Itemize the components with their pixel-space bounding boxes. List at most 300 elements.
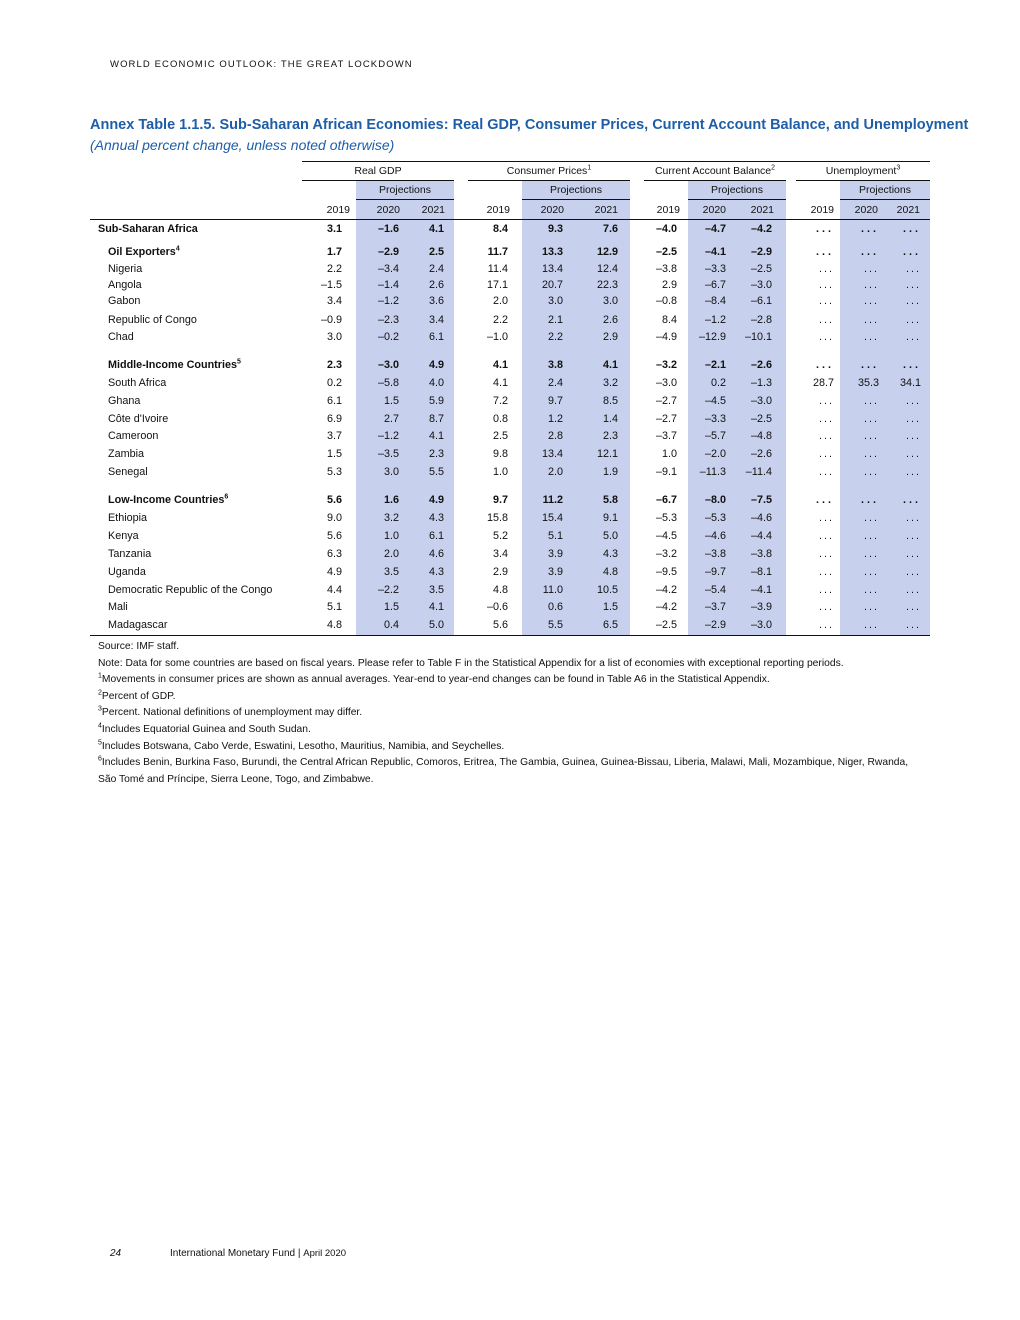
table-cell: ... xyxy=(903,494,921,506)
table-cell: 2.0 xyxy=(492,295,508,307)
table-cell: 2.2 xyxy=(547,331,563,343)
table-cell: 5.6 xyxy=(326,494,342,506)
note-source: Source: IMF staff. xyxy=(98,641,180,652)
table-cell: 4.9 xyxy=(428,494,444,506)
table-cell: ... xyxy=(819,601,834,613)
year-header: 2020 xyxy=(854,204,878,216)
table-cell: ... xyxy=(906,548,921,560)
row-label: Uganda xyxy=(108,566,146,578)
table-cell: ... xyxy=(819,263,834,275)
table-cell: –1.3 xyxy=(750,377,772,389)
table-cell: 1.7 xyxy=(326,246,342,258)
table-cell: 0.6 xyxy=(547,601,563,613)
row-label: Zambia xyxy=(108,448,145,460)
table-cell: ... xyxy=(819,413,834,425)
table-cell: ... xyxy=(906,279,921,291)
table-cell: 1.5 xyxy=(383,395,399,407)
row-label: Low-Income Countries$^6$ xyxy=(108,493,229,506)
table-row xyxy=(0,466,1020,482)
table-cell: 3.9 xyxy=(547,566,563,578)
table-cell: 13.4 xyxy=(541,263,563,275)
table-cell: 13.3 xyxy=(541,246,563,258)
table-cell: 2.3 xyxy=(428,448,444,460)
row-label: Senegal xyxy=(108,466,148,478)
table-cell: 3.5 xyxy=(383,566,399,578)
table-cell: ... xyxy=(819,395,834,407)
table-cell: –4.2 xyxy=(655,601,677,613)
table-cell: ... xyxy=(819,430,834,442)
table-cell: ... xyxy=(864,314,879,326)
table-cell: 34.1 xyxy=(899,377,921,389)
year-header: 2019 xyxy=(486,204,510,216)
table-cell: ... xyxy=(819,279,834,291)
table-cell: 2.6 xyxy=(428,279,444,291)
year-header: 2021 xyxy=(421,204,445,216)
table-cell: –10.1 xyxy=(744,331,772,343)
table-cell: 0.4 xyxy=(383,619,399,631)
table-cell: –4.5 xyxy=(704,395,726,407)
table-cell: 4.3 xyxy=(428,512,444,524)
table-cell: 3.0 xyxy=(383,466,399,478)
table-cell: –2.2 xyxy=(377,584,399,596)
table-row xyxy=(0,619,1020,635)
table-cell: ... xyxy=(819,314,834,326)
table-cell: ... xyxy=(906,263,921,275)
table-cell: 2.2 xyxy=(492,314,508,326)
table-cell: 35.3 xyxy=(857,377,879,389)
table-cell: –1.0 xyxy=(486,331,508,343)
table-cell: –2.5 xyxy=(750,413,772,425)
bottom-rule xyxy=(90,635,930,636)
table-cell: –4.9 xyxy=(655,331,677,343)
table-cell: ... xyxy=(864,263,879,275)
table-cell: 2.9 xyxy=(492,566,508,578)
table-cell: –2.9 xyxy=(704,619,726,631)
table-cell: 1.0 xyxy=(661,448,677,460)
table-cell: 10.5 xyxy=(596,584,618,596)
table-cell: ... xyxy=(816,494,834,506)
table-cell: –2.6 xyxy=(750,359,772,371)
table-cell: 3.6 xyxy=(428,295,444,307)
table-cell: 6.1 xyxy=(326,395,342,407)
table-cell: –0.2 xyxy=(377,331,399,343)
table-cell: –0.9 xyxy=(320,314,342,326)
table-cell: ... xyxy=(906,601,921,613)
year-header: 2020 xyxy=(376,204,400,216)
table-cell: 5.8 xyxy=(602,494,618,506)
table-cell: –0.8 xyxy=(655,295,677,307)
table-cell: –4.1 xyxy=(704,246,726,258)
table-row xyxy=(0,331,1020,347)
table-cell: ... xyxy=(903,246,921,258)
table-cell: 4.9 xyxy=(428,359,444,371)
table-row xyxy=(0,377,1020,393)
table-cell: –2.0 xyxy=(704,448,726,460)
table-cell: ... xyxy=(903,359,921,371)
table-row xyxy=(0,430,1020,446)
table-cell: –3.9 xyxy=(750,601,772,613)
table-cell: ... xyxy=(864,566,879,578)
table-row xyxy=(0,279,1020,295)
table-cell: 0.8 xyxy=(492,413,508,425)
table-cell: 9.8 xyxy=(492,448,508,460)
table-cell: ... xyxy=(864,448,879,460)
table-cell: –2.1 xyxy=(704,359,726,371)
table-cell: –1.6 xyxy=(377,223,399,235)
table-cell: 2.4 xyxy=(547,377,563,389)
table-row xyxy=(0,548,1020,564)
table-cell: –9.1 xyxy=(655,466,677,478)
table-cell: –7.5 xyxy=(750,494,772,506)
projections-header: Projections xyxy=(711,184,763,196)
table-cell: 0.2 xyxy=(326,377,342,389)
table-cell: 5.1 xyxy=(547,530,563,542)
row-label: Chad xyxy=(108,331,134,343)
year-header: 2019 xyxy=(656,204,680,216)
table-cell: –4.6 xyxy=(750,512,772,524)
table-row xyxy=(0,314,1020,330)
row-label: Republic of Congo xyxy=(108,314,197,326)
table-cell: 2.8 xyxy=(547,430,563,442)
table-cell: 3.1 xyxy=(326,223,342,235)
table-cell: 13.4 xyxy=(541,448,563,460)
table-row xyxy=(0,395,1020,411)
table-cell: ... xyxy=(864,466,879,478)
group-rule-unemployment xyxy=(796,180,930,181)
table-cell: 4.3 xyxy=(602,548,618,560)
table-cell: –3.0 xyxy=(750,619,772,631)
table-cell: 4.4 xyxy=(326,584,342,596)
table-cell: 5.6 xyxy=(326,530,342,542)
table-row xyxy=(0,530,1020,546)
table-cell: 4.8 xyxy=(492,584,508,596)
table-cell: –2.9 xyxy=(377,246,399,258)
table-cell: 5.3 xyxy=(326,466,342,478)
table-cell: ... xyxy=(906,466,921,478)
group-rule-current-account xyxy=(644,180,786,181)
table-cell: –2.9 xyxy=(750,246,772,258)
row-label: Sub-Saharan Africa xyxy=(98,223,198,235)
table-cell: 4.1 xyxy=(428,601,444,613)
table-cell: ... xyxy=(864,548,879,560)
table-cell: 5.5 xyxy=(547,619,563,631)
table-cell: 11.2 xyxy=(542,494,563,506)
table-cell: ... xyxy=(816,223,834,235)
running-head: WORLD ECONOMIC OUTLOOK: THE GREAT LOCKDOWN xyxy=(110,59,413,70)
table-cell: 1.0 xyxy=(383,530,399,542)
table-title: Annex Table 1.1.5. Sub-Saharan African Economies: Real GDP, Consumer Prices, Current Account Balance, and Unemployment xyxy=(90,117,969,133)
table-cell: –2.3 xyxy=(377,314,399,326)
table-cell: –6.7 xyxy=(655,494,677,506)
table-cell: –3.0 xyxy=(750,395,772,407)
table-cell: ... xyxy=(861,494,879,506)
table-cell: 12.1 xyxy=(596,448,618,460)
table-cell: ... xyxy=(903,223,921,235)
row-label: Angola xyxy=(108,279,142,291)
table-cell: –3.3 xyxy=(704,413,726,425)
group-header-real-gdp: Real GDP xyxy=(354,165,402,177)
table-cell: 3.2 xyxy=(602,377,618,389)
projections-header: Projections xyxy=(550,184,602,196)
footnote-5: $^5$Includes Botswana, Cabo Verde, Eswatini, Lesotho, Mauritius, Namibia, and Seychelles. xyxy=(98,739,505,752)
table-cell: 9.7 xyxy=(492,494,508,506)
table-cell: 2.7 xyxy=(383,413,399,425)
table-cell: 9.1 xyxy=(602,512,618,524)
proj-rule-unemployment xyxy=(840,199,930,200)
table-cell: –3.3 xyxy=(704,263,726,275)
table-cell: ... xyxy=(864,584,879,596)
table-cell: –4.6 xyxy=(704,530,726,542)
table-cell: 5.1 xyxy=(326,601,342,613)
table-cell: 5.6 xyxy=(492,619,508,631)
row-label: Oil Exporters$^4$ xyxy=(108,245,180,258)
table-cell: –3.8 xyxy=(750,548,772,560)
table-cell: –1.2 xyxy=(377,295,399,307)
table-row xyxy=(0,566,1020,582)
table-row xyxy=(0,295,1020,311)
table-cell: –1.5 xyxy=(320,279,342,291)
table-cell: 8.5 xyxy=(602,395,618,407)
table-cell: 6.1 xyxy=(428,331,444,343)
table-cell: –11.4 xyxy=(745,466,772,478)
table-cell: 5.0 xyxy=(602,530,618,542)
table-cell: 4.0 xyxy=(428,377,444,389)
table-cell: ... xyxy=(906,584,921,596)
table-cell: ... xyxy=(819,512,834,524)
table-cell: –4.8 xyxy=(750,430,772,442)
projections-header: Projections xyxy=(379,184,431,196)
table-cell: ... xyxy=(816,359,834,371)
table-cell: 12.4 xyxy=(596,263,618,275)
table-cell: –4.2 xyxy=(655,584,677,596)
page-number: 24 xyxy=(110,1248,122,1259)
table-cell: 4.1 xyxy=(428,223,444,235)
table-cell: 5.9 xyxy=(428,395,444,407)
table-row xyxy=(0,359,1020,375)
table-cell: 3.4 xyxy=(428,314,444,326)
table-cell: ... xyxy=(864,413,879,425)
table-cell: ... xyxy=(906,413,921,425)
table-cell: 5.0 xyxy=(428,619,444,631)
table-cell: –5.3 xyxy=(655,512,677,524)
table-cell: 4.3 xyxy=(428,566,444,578)
table-cell: 7.6 xyxy=(602,223,618,235)
table-cell: 17.1 xyxy=(486,279,508,291)
table-cell: 2.5 xyxy=(492,430,508,442)
table-cell: ... xyxy=(906,530,921,542)
table-cell: 6.1 xyxy=(428,530,444,542)
proj-rule-current-account xyxy=(688,199,786,200)
table-notes xyxy=(98,639,928,788)
table-cell: –3.0 xyxy=(377,359,399,371)
table-row xyxy=(0,512,1020,528)
table-cell: ... xyxy=(864,295,879,307)
year-header: 2021 xyxy=(594,204,618,216)
table-cell: ... xyxy=(819,295,834,307)
table-cell: –3.8 xyxy=(655,263,677,275)
footer-credit: International Monetary Fund | April 2020 xyxy=(170,1248,347,1259)
table-cell: ... xyxy=(864,512,879,524)
group-header-consumer-prices: Consumer Prices$^1$ xyxy=(506,164,592,177)
table-cell: ... xyxy=(864,601,879,613)
table-cell: 4.1 xyxy=(428,430,444,442)
table-cell: ... xyxy=(864,395,879,407)
table-cell: –0.6 xyxy=(486,601,508,613)
table-cell: –3.0 xyxy=(750,279,772,291)
table-cell: 28.7 xyxy=(812,377,834,389)
row-label: South Africa xyxy=(108,377,167,389)
year-header: 2019 xyxy=(326,204,350,216)
projections-header: Projections xyxy=(859,184,911,196)
table-cell: ... xyxy=(906,512,921,524)
footnote-1: $^1$Movements in consumer prices are shown as annual averages. Year-end to year-end changes can be found in Table A6 in the Statistical Appendix. xyxy=(98,672,770,686)
table-cell: 1.9 xyxy=(602,466,618,478)
table-cell: 1.5 xyxy=(602,601,618,613)
table-cell: 9.7 xyxy=(547,395,563,407)
table-cell: 3.5 xyxy=(428,584,444,596)
table-cell: –11.3 xyxy=(699,466,726,478)
table-cell: 2.0 xyxy=(383,548,399,560)
table-cell: –2.6 xyxy=(750,448,772,460)
table-cell: 8.7 xyxy=(428,413,444,425)
table-row xyxy=(0,584,1020,600)
table-cell: 1.4 xyxy=(602,413,618,425)
table-cell: ... xyxy=(819,619,834,631)
table-cell: 3.8 xyxy=(547,359,563,371)
table-cell: 2.3 xyxy=(326,359,342,371)
table-cell: 2.4 xyxy=(428,263,444,275)
table-cell: –3.8 xyxy=(704,548,726,560)
table-cell: –4.0 xyxy=(655,223,677,235)
footnote-2: $^2$Percent of GDP. xyxy=(98,689,176,702)
table-cell: 4.9 xyxy=(326,566,342,578)
table-cell: 1.6 xyxy=(383,494,399,506)
group-header-current-account: Current Account Balance$^2$ xyxy=(654,164,776,177)
table-cell: ... xyxy=(864,430,879,442)
group-rule-real-gdp xyxy=(302,180,454,181)
year-header: 2021 xyxy=(896,204,920,216)
table-cell: –2.5 xyxy=(750,263,772,275)
year-header: 2021 xyxy=(750,204,774,216)
table-cell: ... xyxy=(906,295,921,307)
row-label: Nigeria xyxy=(108,263,143,275)
table-cell: 1.5 xyxy=(383,601,399,613)
table-cell: 4.8 xyxy=(602,566,618,578)
top-rule xyxy=(302,161,930,162)
table-cell: 15.8 xyxy=(486,512,508,524)
table-cell: ... xyxy=(819,548,834,560)
table-cell: ... xyxy=(819,466,834,478)
table-row xyxy=(0,413,1020,429)
table-cell: ... xyxy=(906,566,921,578)
table-cell: 2.0 xyxy=(547,466,563,478)
table-cell: –2.7 xyxy=(655,413,677,425)
table-cell: –3.2 xyxy=(655,359,677,371)
table-cell: 11.4 xyxy=(487,263,508,275)
table-cell: 22.3 xyxy=(596,279,618,291)
table-cell: 1.5 xyxy=(326,448,342,460)
table-cell: 3.0 xyxy=(547,295,563,307)
table-cell: –9.5 xyxy=(655,566,677,578)
table-cell: –2.8 xyxy=(750,314,772,326)
proj-rule-consumer-prices xyxy=(522,199,630,200)
table-cell: –8.0 xyxy=(704,494,726,506)
table-cell: 11.0 xyxy=(542,584,563,596)
table-cell: 3.4 xyxy=(326,295,342,307)
table-cell: ... xyxy=(819,448,834,460)
table-cell: 7.2 xyxy=(492,395,508,407)
table-cell: 2.9 xyxy=(661,279,677,291)
table-cell: –2.7 xyxy=(655,395,677,407)
table-cell: 3.4 xyxy=(492,548,508,560)
table-cell: ... xyxy=(864,619,879,631)
year-header: 2020 xyxy=(540,204,564,216)
row-label: Democratic Republic of the Congo xyxy=(108,584,273,596)
row-label: Gabon xyxy=(108,295,141,307)
table-cell: 4.6 xyxy=(428,548,444,560)
table-cell: –2.5 xyxy=(655,619,677,631)
row-label: Ethiopia xyxy=(108,512,148,524)
table-cell: 1.0 xyxy=(492,466,508,478)
table-cell: –9.7 xyxy=(704,566,726,578)
table-cell: ... xyxy=(864,331,879,343)
table-cell: 11.7 xyxy=(487,246,508,258)
table-cell: 3.0 xyxy=(602,295,618,307)
table-cell: –1.2 xyxy=(377,430,399,442)
table-row xyxy=(0,223,1020,239)
table-cell: –6.1 xyxy=(750,295,772,307)
table-cell: 5.2 xyxy=(492,530,508,542)
table-cell: –6.7 xyxy=(704,279,726,291)
table-cell: ... xyxy=(864,279,879,291)
group-header-unemployment: Unemployment$^3$ xyxy=(825,164,901,177)
row-label: Madagascar xyxy=(108,619,168,631)
table-cell: 4.1 xyxy=(492,359,508,371)
table-cell: –3.0 xyxy=(655,377,677,389)
table-cell: ... xyxy=(819,331,834,343)
table-cell: ... xyxy=(906,430,921,442)
table-cell: –8.1 xyxy=(750,566,772,578)
table-cell: 3.2 xyxy=(383,512,399,524)
table-cell: –4.7 xyxy=(704,223,726,235)
table-cell: 2.6 xyxy=(602,314,618,326)
header-rule xyxy=(90,219,930,220)
table-cell: 6.9 xyxy=(326,413,342,425)
table-cell: ... xyxy=(906,331,921,343)
table-cell: 12.9 xyxy=(596,246,618,258)
table-cell: –2.5 xyxy=(655,246,677,258)
table-cell: –1.4 xyxy=(377,279,399,291)
table-cell: ... xyxy=(819,584,834,596)
table-cell: –8.4 xyxy=(704,295,726,307)
year-header: 2020 xyxy=(702,204,726,216)
table-cell: 2.9 xyxy=(602,331,618,343)
table-cell: 2.1 xyxy=(547,314,563,326)
table-cell: ... xyxy=(819,530,834,542)
table-cell: ... xyxy=(906,619,921,631)
table-subtitle: (Annual percent change, unless noted otherwise) xyxy=(90,137,395,153)
table-cell: 2.3 xyxy=(602,430,618,442)
table-cell: 8.4 xyxy=(661,314,677,326)
table-cell: ... xyxy=(816,246,834,258)
table-cell: –4.5 xyxy=(655,530,677,542)
table-cell: 0.2 xyxy=(710,377,726,389)
note-general: Note: Data for some countries are based on fiscal years. Please refer to Table F in the Statistical Appendix for a list of economies with exceptional reporting periods. xyxy=(98,657,844,669)
table-cell: 3.0 xyxy=(326,331,342,343)
group-rule-consumer-prices xyxy=(468,180,630,181)
table-cell: 3.9 xyxy=(547,548,563,560)
table-cell: –3.4 xyxy=(377,263,399,275)
